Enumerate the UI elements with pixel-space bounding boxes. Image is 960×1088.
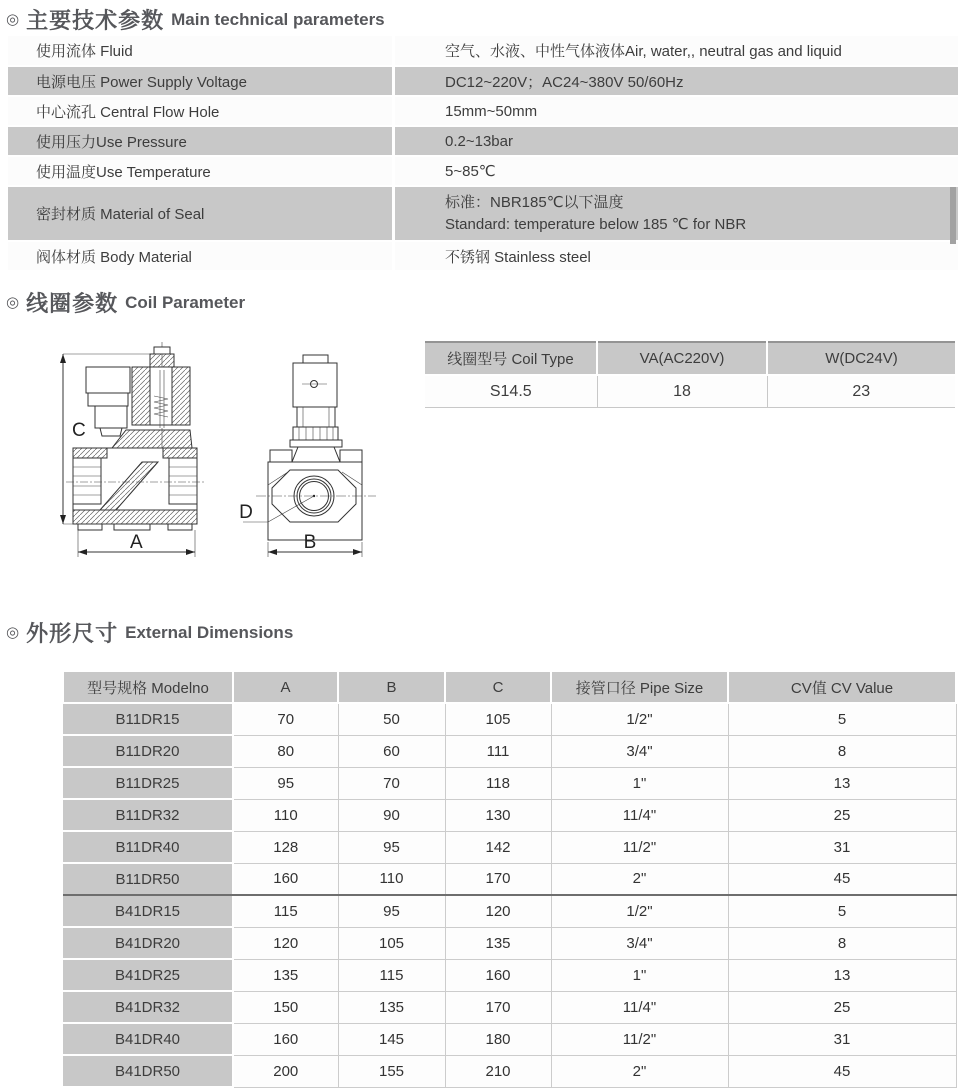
dims-cv-cell: 31 [728,1023,956,1055]
dims-b-cell: 70 [338,767,445,799]
dims-header-a: A [233,671,338,703]
param-label: 阀体材质 Body Material [8,241,394,271]
dim-label-c: C [72,420,86,441]
dims-model-cell: B11DR15 [63,703,233,735]
table-row [8,186,958,241]
section-title-dimensions [6,617,293,648]
external-dimensions-table [62,670,957,1088]
dims-a-cell: 120 [233,927,338,959]
table-row [63,1055,956,1087]
dims-header-cv: CV值 CV Value [728,671,956,703]
valve-body-section [66,448,204,530]
dims-c-cell: 130 [445,799,551,831]
dims-model-cell: B41DR32 [63,991,233,1023]
section-title-coil [6,287,245,318]
dims-model-cell: B11DR20 [63,735,233,767]
param-value-line2: Standard: temperature below 185 ℃ for NBR [445,215,747,233]
dims-pipe-cell: 2" [551,1055,728,1087]
table-row [63,863,956,895]
section-title-en: Main technical parameters [171,9,385,29]
coil-w-value: 23 [767,375,955,408]
dims-b-cell: 145 [338,1023,445,1055]
coil-header-w: W(DC24V) [767,342,955,375]
param-value: 不锈钢 Stainless steel [394,241,959,271]
dims-c-cell: 170 [445,863,551,895]
param-label: 使用温度Use Temperature [8,156,394,186]
dims-c-cell: 105 [445,703,551,735]
dims-cv-cell: 25 [728,799,956,831]
coil-parameter-table [425,341,955,408]
dims-a-cell: 110 [233,799,338,831]
dims-model-cell: B41DR40 [63,1023,233,1055]
param-value: 5~85℃ [394,156,959,186]
dims-b-cell: 50 [338,703,445,735]
dims-cv-cell: 13 [728,959,956,991]
param-value [394,186,959,241]
table-row [63,959,956,991]
dims-model-cell: B41DR25 [63,959,233,991]
dims-pipe-cell: 11/4" [551,799,728,831]
dims-cv-cell: 25 [728,991,956,1023]
dims-cv-cell: 8 [728,927,956,959]
dims-b-cell: 135 [338,991,445,1023]
dim-label-b: B [303,532,317,553]
dims-model-cell: B41DR15 [63,895,233,927]
dims-c-cell: 135 [445,927,551,959]
dims-b-cell: 110 [338,863,445,895]
dims-b-cell: 60 [338,735,445,767]
param-label: 中心流孔 Central Flow Hole [8,96,394,126]
main-parameters-table [8,36,958,272]
section-title-en: External Dimensions [125,622,294,642]
table-row [8,36,958,66]
table-row [8,156,958,186]
table-row [63,927,956,959]
param-label: 电源电压 Power Supply Voltage [8,66,394,96]
dims-a-cell: 135 [233,959,338,991]
dims-model-cell: B11DR25 [63,767,233,799]
coil-type-value: S14.5 [425,375,597,408]
terminal-box [86,367,130,436]
dims-a-cell: 160 [233,863,338,895]
dims-pipe-cell: 11/4" [551,991,728,1023]
dims-cv-cell: 5 [728,895,956,927]
dims-header-pipe: 接管口径 Pipe Size [551,671,728,703]
dims-c-cell: 142 [445,831,551,863]
dims-c-cell: 111 [445,735,551,767]
dims-header-b: B [338,671,445,703]
dims-model-cell: B41DR50 [63,1055,233,1087]
dims-a-cell: 128 [233,831,338,863]
dims-header-c: C [445,671,551,703]
section-title-zh: 主要技术参数 [26,8,165,33]
coil-header-va: VA(AC220V) [597,342,767,375]
section-title-main-params [6,4,385,35]
front-view [239,355,376,557]
dims-model-cell: B41DR20 [63,927,233,959]
dims-cv-cell: 8 [728,735,956,767]
param-label: 密封材质 Material of Seal [8,186,394,241]
table-row [63,767,956,799]
dims-header-model: 型号规格 Modelno [63,671,233,703]
param-value: 空气、水液、中性气体液体Air, water,, neutral gas and liquid [394,36,959,66]
table-row [63,703,956,735]
param-value: 0.2~13bar [394,126,959,156]
dims-pipe-cell: 1/2" [551,703,728,735]
dims-a-cell: 80 [233,735,338,767]
dims-model-cell: B11DR50 [63,863,233,895]
table-header-row [63,671,956,703]
dims-b-cell: 95 [338,831,445,863]
table-row [425,375,955,408]
dims-pipe-cell: 11/2" [551,831,728,863]
dim-label-d: D [239,502,253,523]
bullet-icon: ◎ [6,294,20,311]
coil-header-type: 线圈型号 Coil Type [425,342,597,375]
dims-cv-cell: 31 [728,831,956,863]
dims-cv-cell: 45 [728,1055,956,1087]
param-value-line1: 标准：NBR185℃以下温度 [445,193,624,211]
table-row [63,831,956,863]
dims-c-cell: 180 [445,1023,551,1055]
dims-b-cell: 95 [338,895,445,927]
dims-b-cell: 115 [338,959,445,991]
table-row [8,126,958,156]
dims-a-cell: 200 [233,1055,338,1087]
section-title-en: Coil Parameter [125,292,246,312]
param-value: DC12~220V；AC24~380V 50/60Hz [394,66,959,96]
param-value: 15mm~50mm [394,96,959,126]
table-row [63,799,956,831]
dims-b-cell: 105 [338,927,445,959]
dims-pipe-cell: 1" [551,959,728,991]
param-label: 使用流体 Fluid [8,36,394,66]
dim-label-a: A [130,532,143,553]
bullet-icon: ◎ [6,11,20,28]
dims-b-cell: 155 [338,1055,445,1087]
dims-c-cell: 210 [445,1055,551,1087]
bullet-icon: ◎ [6,624,20,641]
section-title-zh: 外形尺寸 [26,621,119,646]
dims-c-cell: 170 [445,991,551,1023]
param-label: 使用压力Use Pressure [8,126,394,156]
dims-cv-cell: 5 [728,703,956,735]
sectional-view [60,342,204,557]
dims-pipe-cell: 1/2" [551,895,728,927]
scan-edge-artifact [950,187,956,244]
table-row [63,735,956,767]
table-row [63,895,956,927]
dims-a-cell: 160 [233,1023,338,1055]
section-title-zh: 线圈参数 [26,291,119,316]
table-row [8,241,958,271]
coil-va-value: 18 [597,375,767,408]
table-row [8,96,958,126]
dims-a-cell: 95 [233,767,338,799]
dims-cv-cell: 13 [728,767,956,799]
dims-c-cell: 118 [445,767,551,799]
dims-a-cell: 115 [233,895,338,927]
dims-a-cell: 150 [233,991,338,1023]
dims-model-cell: B11DR32 [63,799,233,831]
dims-b-cell: 90 [338,799,445,831]
table-row [63,991,956,1023]
dims-pipe-cell: 11/2" [551,1023,728,1055]
dims-pipe-cell: 2" [551,863,728,895]
dims-pipe-cell: 1" [551,767,728,799]
dims-c-cell: 120 [445,895,551,927]
table-row [8,66,958,96]
dims-a-cell: 70 [233,703,338,735]
dims-c-cell: 160 [445,959,551,991]
dims-pipe-cell: 3/4" [551,735,728,767]
dims-pipe-cell: 3/4" [551,927,728,959]
dimension-a [78,530,195,557]
dims-model-cell: B11DR40 [63,831,233,863]
valve-technical-drawing [50,340,390,570]
table-row [425,342,955,375]
dims-cv-cell: 45 [728,863,956,895]
table-row [63,1023,956,1055]
